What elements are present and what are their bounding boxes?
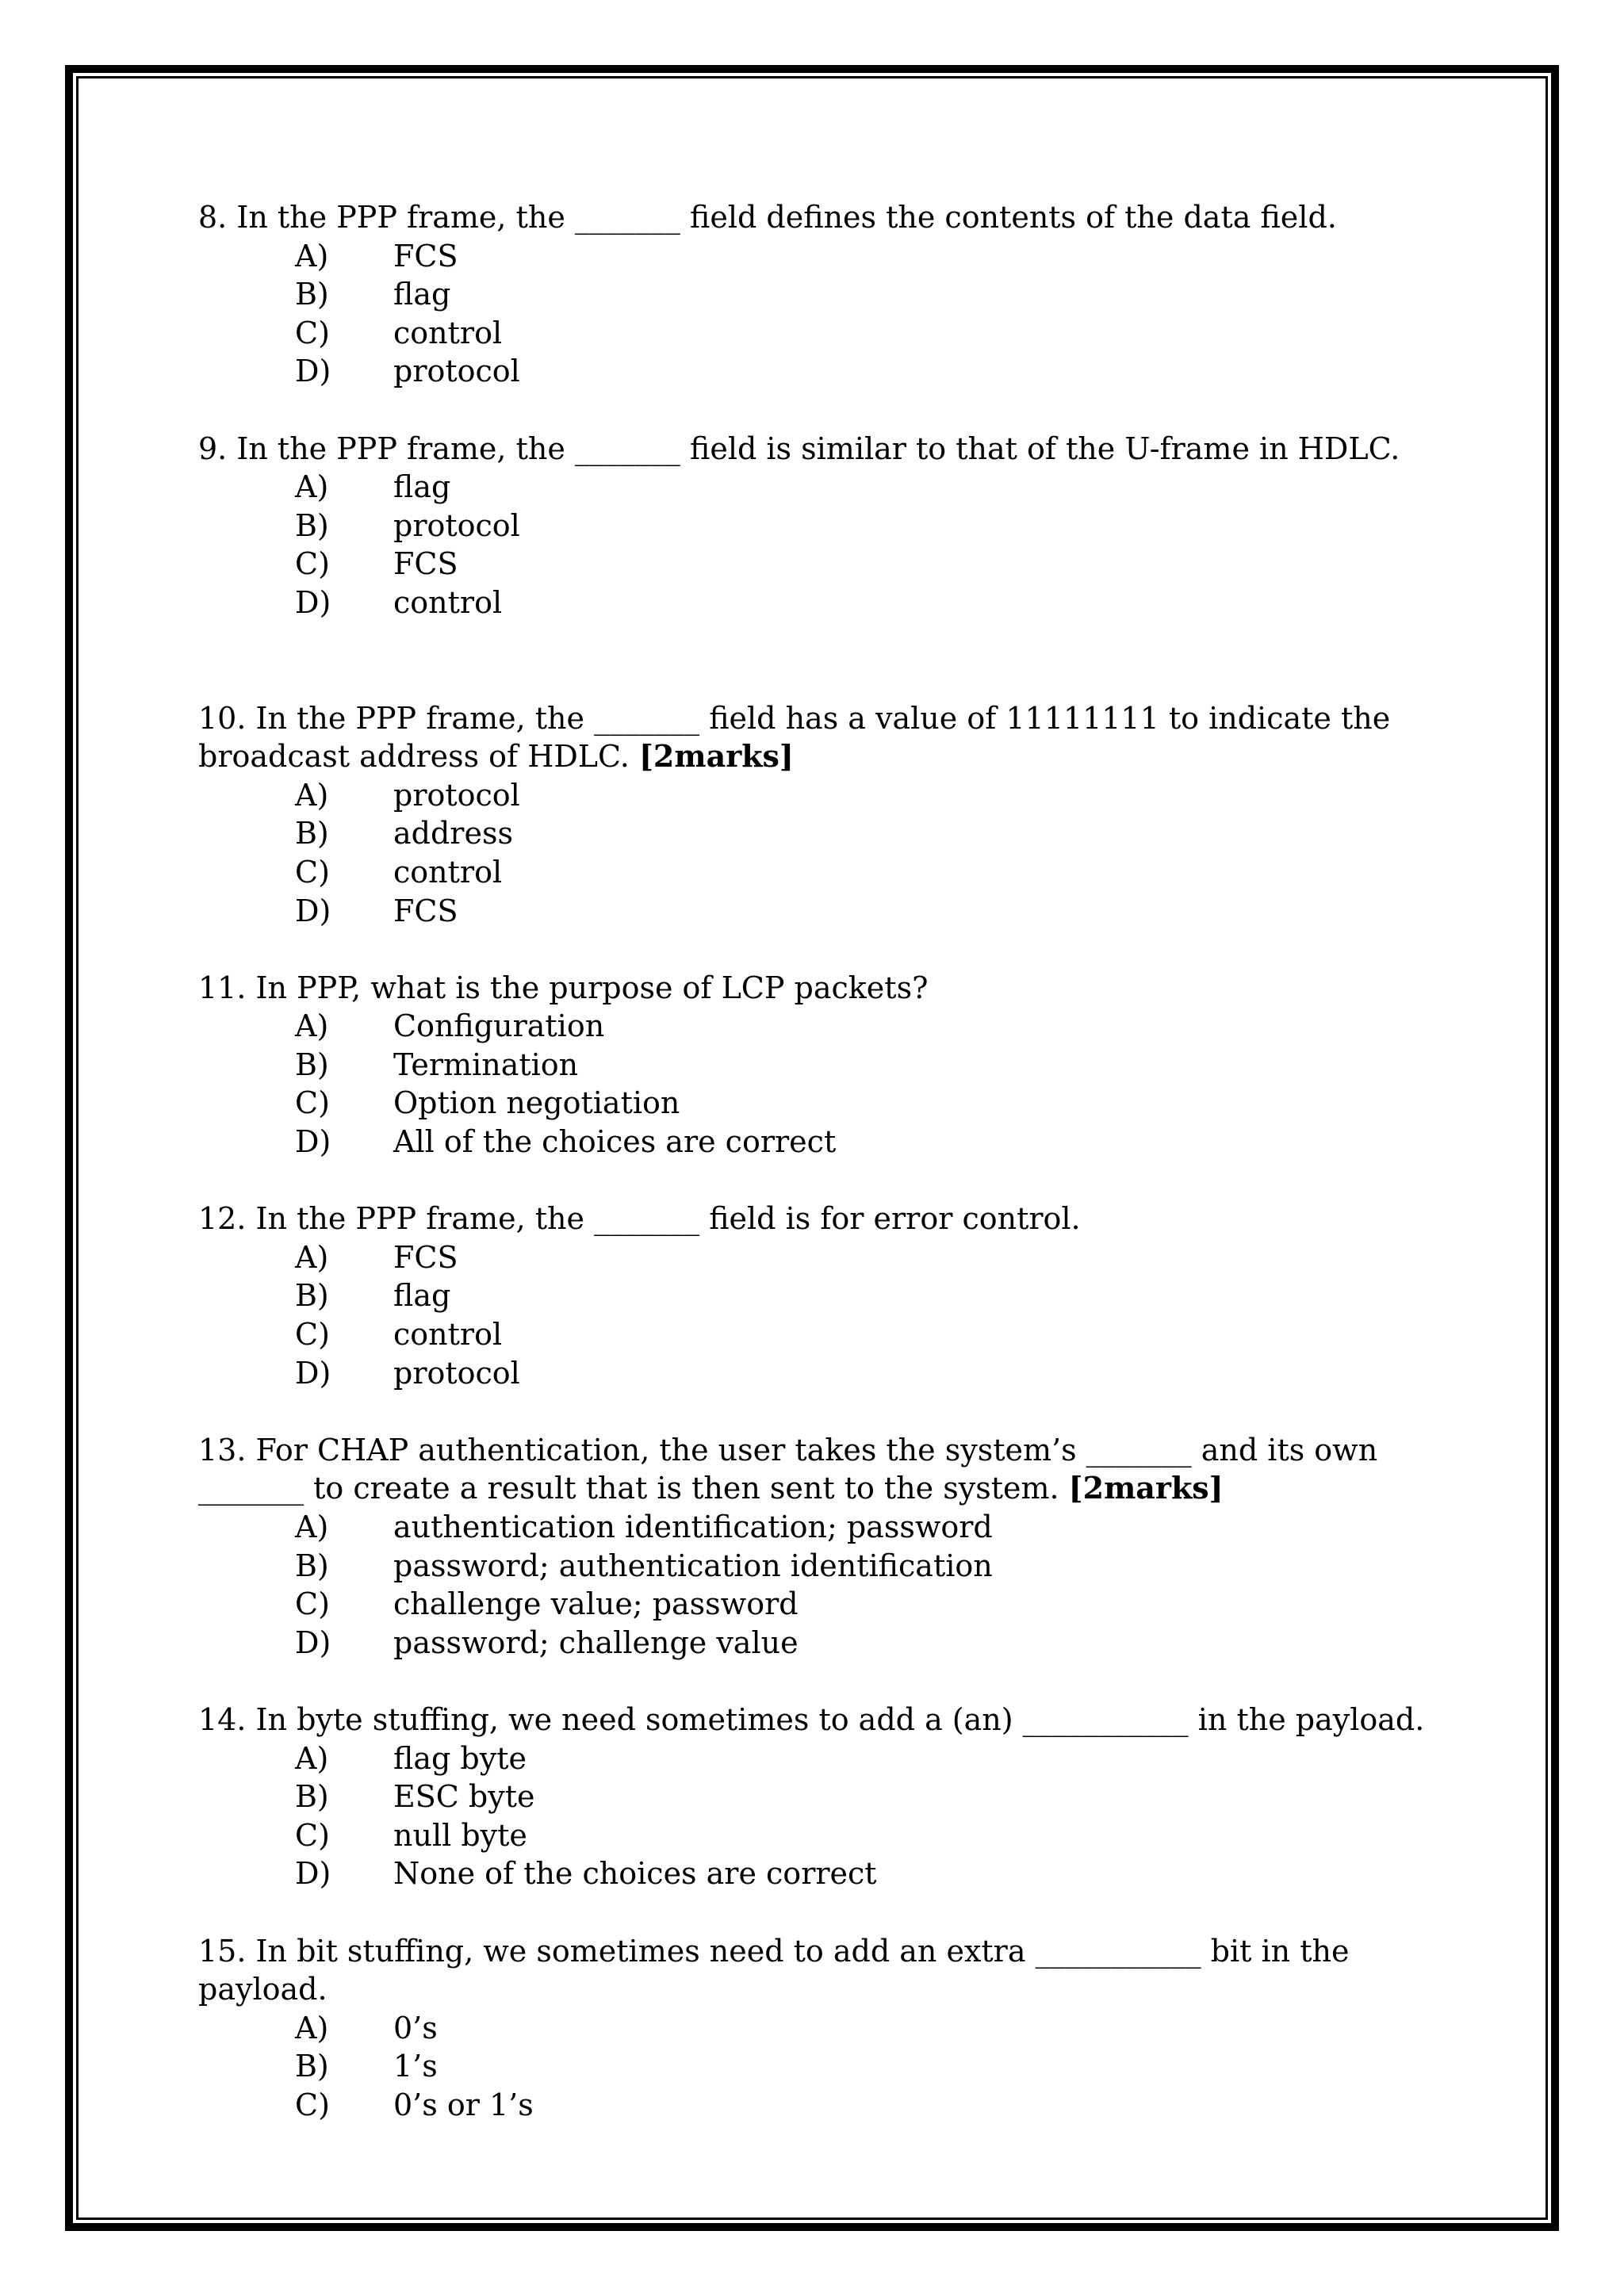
option-a bbox=[198, 237, 1435, 276]
marks-badge: [2marks] bbox=[1068, 1470, 1224, 1506]
option-text: control bbox=[393, 584, 503, 620]
option-letter: A) bbox=[295, 238, 329, 274]
option-text: FCS bbox=[393, 238, 458, 274]
answer-blank: _______ bbox=[594, 1201, 700, 1237]
option-letter: D) bbox=[295, 1856, 331, 1892]
option-text: password; challenge value bbox=[393, 1624, 799, 1660]
question-8-text bbox=[198, 198, 1435, 237]
question-10 bbox=[198, 699, 1435, 931]
option-text: null byte bbox=[393, 1817, 527, 1853]
question-9 bbox=[198, 430, 1435, 622]
question-12-text bbox=[198, 1200, 1435, 1238]
option-text: Option negotiation bbox=[393, 1085, 680, 1121]
option-letter: A) bbox=[295, 2010, 329, 2045]
option-text: FCS bbox=[393, 546, 458, 582]
option-letter: A) bbox=[295, 1510, 329, 1544]
option-a bbox=[198, 2009, 1435, 2048]
question-text-part: in the payload. bbox=[1197, 1701, 1425, 1737]
option-d bbox=[198, 584, 1435, 622]
question-number: 8. bbox=[198, 200, 228, 235]
option-text: ESC byte bbox=[393, 1779, 535, 1815]
option-letter: B) bbox=[295, 1548, 329, 1583]
option-letter: C) bbox=[295, 2087, 330, 2122]
option-b bbox=[198, 1276, 1435, 1315]
answer-blank: _______ bbox=[594, 700, 700, 736]
option-c bbox=[198, 1816, 1435, 1855]
option-c bbox=[198, 2086, 1435, 2125]
option-text: FCS bbox=[393, 1239, 458, 1275]
option-text: 1’s bbox=[393, 2049, 438, 2084]
option-letter: B) bbox=[295, 507, 329, 543]
option-text: address bbox=[393, 816, 513, 851]
answer-blank: _______ bbox=[574, 430, 680, 466]
option-list bbox=[198, 1238, 1435, 1392]
question-number: 12. bbox=[198, 1201, 247, 1237]
answer-blank: _______ bbox=[198, 1471, 304, 1506]
option-letter: A) bbox=[295, 469, 329, 505]
question-text-part: field defines the contents of the data field. bbox=[690, 200, 1337, 235]
option-d bbox=[198, 892, 1435, 931]
question-number: 14. bbox=[198, 1701, 247, 1737]
question-text-part: In the PPP frame, the bbox=[236, 430, 565, 466]
question-text-part: In bit stuffing, we sometimes need to add an extra bbox=[255, 1933, 1026, 1969]
question-15-text bbox=[198, 1932, 1435, 2009]
question-number: 10. bbox=[198, 700, 247, 736]
option-d bbox=[198, 352, 1435, 391]
option-list bbox=[198, 1007, 1435, 1161]
option-text: flag bbox=[393, 1278, 451, 1314]
option-text: control bbox=[393, 315, 503, 350]
option-letter: C) bbox=[295, 1317, 330, 1353]
option-c bbox=[198, 314, 1435, 353]
option-text: protocol bbox=[393, 354, 520, 389]
question-number: 11. bbox=[198, 970, 247, 1005]
option-a bbox=[198, 1007, 1435, 1046]
option-b bbox=[198, 1547, 1435, 1586]
question-13 bbox=[198, 1431, 1435, 1663]
option-text: protocol bbox=[393, 1355, 520, 1391]
option-b bbox=[198, 507, 1435, 545]
option-letter: D) bbox=[295, 354, 331, 389]
option-list bbox=[198, 468, 1435, 622]
option-letter: C) bbox=[295, 1085, 330, 1121]
question-text-part: field is for error control. bbox=[709, 1201, 1081, 1237]
question-11-text bbox=[198, 969, 1435, 1008]
option-list bbox=[198, 1508, 1435, 1662]
option-letter: C) bbox=[295, 546, 330, 582]
option-list bbox=[198, 2009, 1435, 2125]
question-list bbox=[198, 198, 1435, 2163]
option-letter: B) bbox=[295, 2049, 329, 2084]
option-text: control bbox=[393, 1317, 503, 1353]
question-number: 9. bbox=[198, 430, 228, 466]
answer-blank: _______ bbox=[574, 200, 680, 235]
option-c bbox=[198, 1315, 1435, 1354]
answer-blank: ___________ bbox=[1022, 1701, 1189, 1737]
question-8 bbox=[198, 198, 1435, 391]
option-text: authentication identification; password bbox=[393, 1510, 993, 1544]
question-text-part: and its own bbox=[1201, 1432, 1378, 1468]
option-d bbox=[198, 1354, 1435, 1393]
question-10-text bbox=[198, 699, 1435, 776]
option-letter: B) bbox=[295, 816, 329, 851]
option-b bbox=[198, 1046, 1435, 1085]
option-c bbox=[198, 853, 1435, 892]
option-letter: C) bbox=[295, 854, 330, 890]
option-letter: B) bbox=[295, 277, 329, 312]
option-b bbox=[198, 2047, 1435, 2086]
option-letter: C) bbox=[295, 1586, 330, 1622]
option-a bbox=[198, 468, 1435, 507]
question-11 bbox=[198, 969, 1435, 1161]
option-text: Termination bbox=[393, 1047, 579, 1082]
option-c bbox=[198, 1084, 1435, 1123]
question-text-part: In byte stuffing, we need sometimes to add a (an) bbox=[255, 1701, 1013, 1737]
option-c bbox=[198, 1585, 1435, 1624]
option-letter: B) bbox=[295, 1278, 329, 1314]
question-9-text bbox=[198, 430, 1435, 469]
question-12 bbox=[198, 1200, 1435, 1392]
option-a bbox=[198, 776, 1435, 815]
question-number: 13. bbox=[198, 1432, 247, 1468]
option-d bbox=[198, 1624, 1435, 1663]
option-text: flag bbox=[393, 469, 451, 505]
option-text: Configuration bbox=[393, 1008, 605, 1044]
question-14-text bbox=[198, 1701, 1435, 1739]
option-letter: A) bbox=[295, 777, 329, 813]
question-text-part: field has a value of 11111111 to indicate the broadcast address of HDLC. bbox=[198, 700, 1391, 775]
option-list bbox=[198, 1739, 1435, 1893]
question-14 bbox=[198, 1701, 1435, 1893]
option-d bbox=[198, 1854, 1435, 1893]
option-c bbox=[198, 545, 1435, 584]
option-letter: A) bbox=[295, 1008, 329, 1044]
option-list bbox=[198, 776, 1435, 930]
option-text: protocol bbox=[393, 777, 520, 813]
option-text: 0’s or 1’s bbox=[393, 2087, 534, 2122]
option-letter: C) bbox=[295, 1817, 330, 1853]
option-letter: C) bbox=[295, 315, 330, 350]
answer-blank: ___________ bbox=[1035, 1933, 1201, 1969]
option-text: flag byte bbox=[393, 1740, 527, 1776]
answer-blank: _______ bbox=[1086, 1432, 1192, 1468]
option-b bbox=[198, 275, 1435, 314]
option-d bbox=[198, 1123, 1435, 1161]
option-a bbox=[198, 1238, 1435, 1277]
option-letter: B) bbox=[295, 1047, 329, 1082]
question-text-part: to create a result that is then sent to the system. bbox=[313, 1471, 1059, 1506]
option-text: None of the choices are correct bbox=[393, 1856, 877, 1892]
question-number: 15. bbox=[198, 1933, 247, 1969]
question-text-part: field is similar to that of the U-frame in HDLC. bbox=[690, 430, 1400, 466]
question-text-part: In the PPP frame, the bbox=[236, 200, 565, 235]
option-text: flag bbox=[393, 277, 451, 312]
option-b bbox=[198, 814, 1435, 853]
option-letter: A) bbox=[295, 1740, 329, 1776]
option-a bbox=[198, 1739, 1435, 1778]
option-text: control bbox=[393, 854, 503, 890]
option-letter: B) bbox=[295, 1779, 329, 1815]
question-15 bbox=[198, 1932, 1435, 2125]
marks-badge: [2marks] bbox=[638, 738, 794, 775]
option-text: All of the choices are correct bbox=[393, 1124, 837, 1160]
option-letter: A) bbox=[295, 1239, 329, 1275]
option-letter: D) bbox=[295, 1624, 331, 1660]
question-text-part: In PPP, what is the purpose of LCP packets? bbox=[255, 970, 929, 1005]
question-text-part: In the PPP frame, the bbox=[255, 700, 584, 736]
option-text: FCS bbox=[393, 893, 458, 928]
option-text: protocol bbox=[393, 507, 520, 543]
question-text-part: In the PPP frame, the bbox=[255, 1201, 584, 1237]
question-text-part: For CHAP authentication, the user takes the system’s bbox=[255, 1432, 1077, 1468]
question-text-part: bit in the payload. bbox=[198, 1933, 1350, 2007]
option-letter: D) bbox=[295, 1124, 331, 1160]
option-a bbox=[198, 1508, 1435, 1547]
option-letter: D) bbox=[295, 584, 331, 620]
question-13-text bbox=[198, 1431, 1435, 1508]
option-text: challenge value; password bbox=[393, 1586, 799, 1622]
option-letter: D) bbox=[295, 1355, 331, 1391]
option-list bbox=[198, 237, 1435, 391]
option-letter: D) bbox=[295, 893, 331, 928]
option-text: 0’s bbox=[393, 2010, 438, 2045]
option-text: password; authentication identification bbox=[393, 1548, 993, 1583]
option-b bbox=[198, 1777, 1435, 1816]
